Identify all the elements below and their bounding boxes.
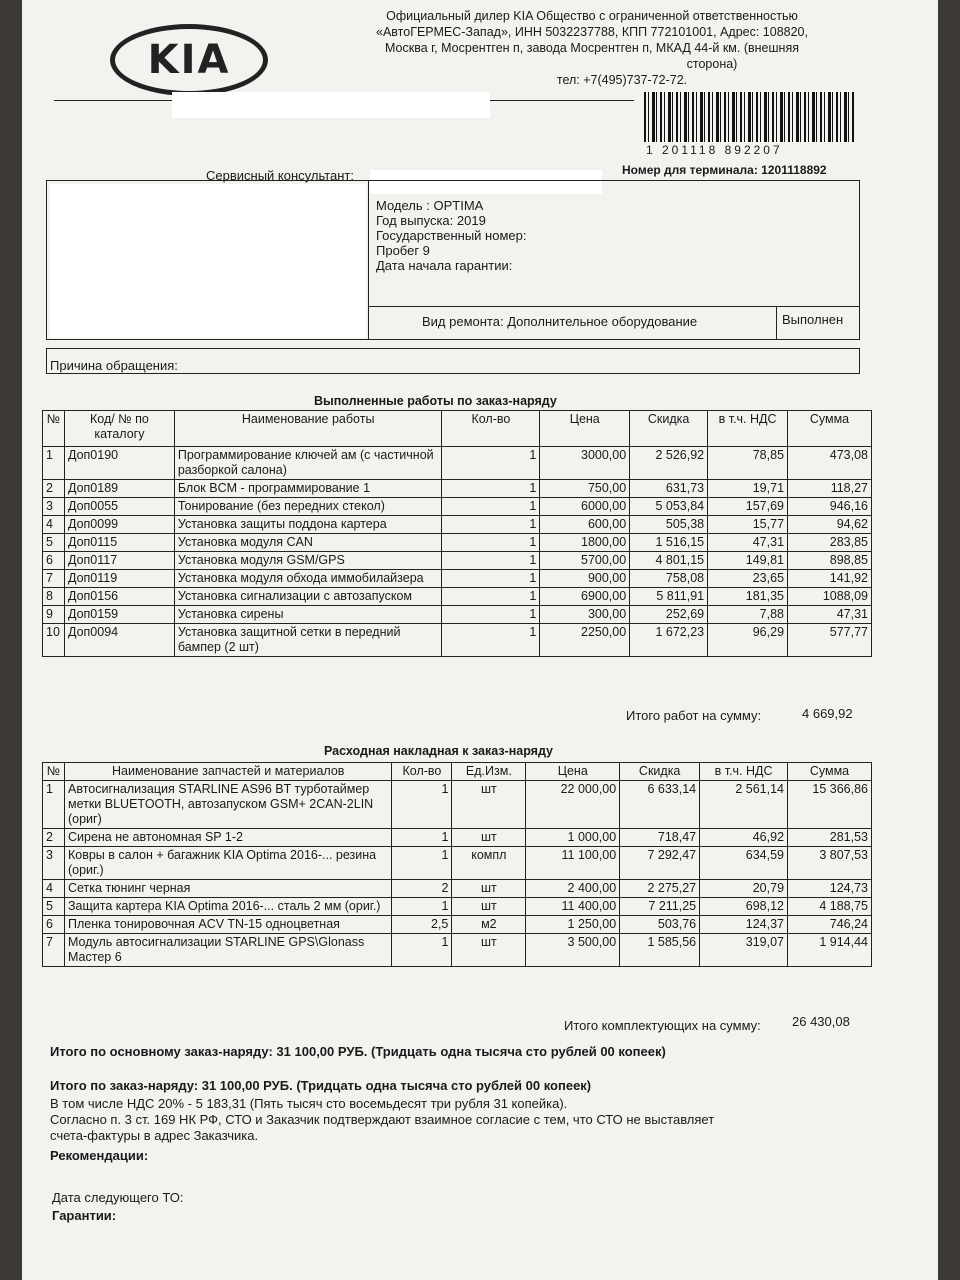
table-row bbox=[43, 570, 872, 588]
cell-unit: шт bbox=[452, 781, 526, 829]
parts-total: 26 430,08 bbox=[792, 1014, 850, 1029]
cell-price: 11 400,00 bbox=[526, 898, 620, 916]
column-header: Сумма bbox=[788, 763, 872, 781]
cell-discount: 758,08 bbox=[630, 570, 708, 588]
repair-type: Вид ремонта: Дополнительное оборудование bbox=[422, 314, 698, 329]
next-service-label: Дата следующего ТО: bbox=[52, 1190, 184, 1205]
table-row bbox=[43, 934, 872, 967]
column-header: Наименование работы bbox=[174, 411, 442, 447]
cell-price: 2 400,00 bbox=[526, 880, 620, 898]
vehicle-model: Модель : OPTIMA bbox=[376, 198, 484, 213]
cell-name: Установка модуля GSM/GPS bbox=[174, 552, 442, 570]
cell-code: Доп0099 bbox=[64, 516, 174, 534]
terminal-value: 1201118892 bbox=[761, 163, 827, 177]
cell-price: 2250,00 bbox=[540, 624, 630, 657]
cell-qty: 1 bbox=[442, 552, 540, 570]
cell-sum: 281,53 bbox=[788, 829, 872, 847]
cell-price: 6000,00 bbox=[540, 498, 630, 516]
cell-price: 600,00 bbox=[540, 516, 630, 534]
cell-sum: 124,73 bbox=[788, 880, 872, 898]
column-header: в т.ч. НДС bbox=[708, 411, 788, 447]
table-row bbox=[43, 588, 872, 606]
dealer-line: «АвтоГЕРМЕС-Запад», ИНН 5032237788, КПП 772101001, Адрес: 108820, bbox=[376, 25, 808, 39]
main-order-total: Итого по основному заказ-наряду: 31 100,00 РУБ. (Тридцать одна тысяча сто рублей 00 копеек) bbox=[50, 1044, 666, 1059]
cell-name: Установка модуля обхода иммобилайзера bbox=[174, 570, 442, 588]
table-row bbox=[43, 781, 872, 829]
cell-sum: 898,85 bbox=[788, 552, 872, 570]
cell-name: Сетка тюнинг черная bbox=[64, 880, 391, 898]
cell-unit: м2 bbox=[452, 916, 526, 934]
cell-vat: 319,07 bbox=[700, 934, 788, 967]
cell-vat: 181,35 bbox=[708, 588, 788, 606]
cell-code: Доп0156 bbox=[64, 588, 174, 606]
cell-code: Доп0115 bbox=[64, 534, 174, 552]
parts-total-label: Итого комплектующих на сумму: bbox=[564, 1018, 761, 1033]
vehicle-box-divider bbox=[776, 306, 777, 340]
vehicle-box-divider bbox=[368, 306, 860, 307]
cell-qty: 1 bbox=[392, 829, 452, 847]
cell-qty: 1 bbox=[442, 534, 540, 552]
table-row bbox=[43, 829, 872, 847]
cell-qty: 1 bbox=[442, 588, 540, 606]
cell-sum: 473,08 bbox=[788, 447, 872, 480]
column-header: № bbox=[43, 763, 65, 781]
cell-sum: 4 188,75 bbox=[788, 898, 872, 916]
cell-name: Установка сирены bbox=[174, 606, 442, 624]
cell-name: Тонирование (без передних стекол) bbox=[174, 498, 442, 516]
cell-index: 3 bbox=[43, 498, 65, 516]
cell-index: 5 bbox=[43, 898, 65, 916]
cell-price: 900,00 bbox=[540, 570, 630, 588]
cell-sum: 283,85 bbox=[788, 534, 872, 552]
cell-unit: шт bbox=[452, 898, 526, 916]
table-row bbox=[43, 498, 872, 516]
cell-discount: 252,69 bbox=[630, 606, 708, 624]
cell-price: 6900,00 bbox=[540, 588, 630, 606]
table-row bbox=[43, 447, 872, 480]
column-header: Цена bbox=[540, 411, 630, 447]
cell-vat: 23,65 bbox=[708, 570, 788, 588]
cell-index: 2 bbox=[43, 480, 65, 498]
cell-index: 5 bbox=[43, 534, 65, 552]
table-row bbox=[43, 480, 872, 498]
cell-sum: 15 366,86 bbox=[788, 781, 872, 829]
cell-price: 1 250,00 bbox=[526, 916, 620, 934]
cell-vat: 157,69 bbox=[708, 498, 788, 516]
document-page bbox=[22, 0, 938, 1280]
cell-name: Модуль автосигнализации STARLINE GPS\Glonass Мастер 6 bbox=[64, 934, 391, 967]
cell-unit: шт bbox=[452, 934, 526, 967]
table-header-row bbox=[43, 411, 872, 447]
column-header: Кол-во bbox=[442, 411, 540, 447]
kia-logo bbox=[110, 24, 268, 96]
table-row bbox=[43, 624, 872, 657]
cell-qty: 1 bbox=[442, 498, 540, 516]
cell-vat: 124,37 bbox=[700, 916, 788, 934]
cell-code: Доп0055 bbox=[64, 498, 174, 516]
cell-discount: 5 053,84 bbox=[630, 498, 708, 516]
cell-vat: 47,31 bbox=[708, 534, 788, 552]
warranty-start: Дата начала гарантии: bbox=[376, 258, 513, 273]
cell-name: Установка защиты поддона картера bbox=[174, 516, 442, 534]
cell-vat: 20,79 bbox=[700, 880, 788, 898]
dealer-line: Москва г, Мосрентген п, завода Мосрентген п, МКАД 44-й км. (внешняя bbox=[385, 41, 799, 55]
cell-qty: 1 bbox=[442, 447, 540, 480]
table-row bbox=[43, 880, 872, 898]
column-header: Скидка bbox=[620, 763, 700, 781]
column-header: в т.ч. НДС bbox=[700, 763, 788, 781]
column-header: Ед.Изм. bbox=[452, 763, 526, 781]
column-header: Сумма bbox=[788, 411, 872, 447]
cell-code: Доп0189 bbox=[64, 480, 174, 498]
table-row bbox=[43, 898, 872, 916]
cell-discount: 7 211,25 bbox=[620, 898, 700, 916]
dealer-line: Официальный дилер KIA Общество с ограниченной ответственностью bbox=[386, 9, 798, 23]
redaction-block bbox=[172, 92, 490, 118]
terminal-number bbox=[622, 162, 827, 178]
cell-index: 1 bbox=[43, 447, 65, 480]
cell-unit: компл bbox=[452, 847, 526, 880]
works-total: 4 669,92 bbox=[802, 706, 853, 721]
works-title: Выполненные работы по заказ-наряду bbox=[314, 394, 557, 408]
cell-index: 4 bbox=[43, 880, 65, 898]
cell-index: 6 bbox=[43, 552, 65, 570]
cell-discount: 1 672,23 bbox=[630, 624, 708, 657]
cell-sum: 577,77 bbox=[788, 624, 872, 657]
cell-price: 3 500,00 bbox=[526, 934, 620, 967]
cell-price: 1 000,00 bbox=[526, 829, 620, 847]
cell-index: 1 bbox=[43, 781, 65, 829]
agreement-text: счета-фактуры в адрес Заказчика. bbox=[50, 1128, 259, 1143]
cell-sum: 746,24 bbox=[788, 916, 872, 934]
cell-sum: 946,16 bbox=[788, 498, 872, 516]
column-header: Наименование запчастей и материалов bbox=[64, 763, 391, 781]
barcode bbox=[644, 92, 856, 142]
cell-price: 11 100,00 bbox=[526, 847, 620, 880]
cell-code: Доп0190 bbox=[64, 447, 174, 480]
cell-name: Установка сигнализации с автозапуском bbox=[174, 588, 442, 606]
cell-qty: 1 bbox=[392, 934, 452, 967]
table-row bbox=[43, 847, 872, 880]
cell-discount: 6 633,14 bbox=[620, 781, 700, 829]
column-header: Код/ № по каталогу bbox=[64, 411, 174, 447]
parts-table bbox=[42, 762, 872, 967]
cell-discount: 718,47 bbox=[620, 829, 700, 847]
recommendations-label: Рекомендации: bbox=[50, 1148, 149, 1163]
cell-name: Пленка тонировочная ACV TN-15 одноцветная bbox=[64, 916, 391, 934]
table-row bbox=[43, 552, 872, 570]
cell-sum: 1 914,44 bbox=[788, 934, 872, 967]
cell-vat: 15,77 bbox=[708, 516, 788, 534]
cell-code: Доп0159 bbox=[64, 606, 174, 624]
cell-unit: шт bbox=[452, 880, 526, 898]
cell-sum: 141,92 bbox=[788, 570, 872, 588]
cell-vat: 19,71 bbox=[708, 480, 788, 498]
cell-qty: 1 bbox=[442, 606, 540, 624]
cell-sum: 1088,09 bbox=[788, 588, 872, 606]
cell-index: 7 bbox=[43, 934, 65, 967]
cell-name: Ковры в салон + багажник KIA Optima 2016-... резина (ориг.) bbox=[64, 847, 391, 880]
cell-discount: 2 275,27 bbox=[620, 880, 700, 898]
works-table bbox=[42, 410, 872, 657]
table-row bbox=[43, 534, 872, 552]
cell-sum: 94,62 bbox=[788, 516, 872, 534]
warranty-label: Гарантии: bbox=[52, 1208, 117, 1223]
vehicle-plate: Государственный номер: bbox=[376, 228, 527, 243]
cell-qty: 2 bbox=[392, 880, 452, 898]
cell-index: 4 bbox=[43, 516, 65, 534]
cell-sum: 3 807,53 bbox=[788, 847, 872, 880]
cell-qty: 1 bbox=[442, 624, 540, 657]
cell-discount: 631,73 bbox=[630, 480, 708, 498]
column-header: Кол-во bbox=[392, 763, 452, 781]
cell-sum: 47,31 bbox=[788, 606, 872, 624]
cell-price: 5700,00 bbox=[540, 552, 630, 570]
dealer-info bbox=[322, 8, 862, 88]
cell-vat: 46,92 bbox=[700, 829, 788, 847]
cell-name: Установка защитной сетки в передний бампер (2 шт) bbox=[174, 624, 442, 657]
redaction-block bbox=[50, 184, 366, 338]
cell-index: 8 bbox=[43, 588, 65, 606]
cell-qty: 1 bbox=[392, 781, 452, 829]
cell-qty: 1 bbox=[442, 516, 540, 534]
cell-code: Доп0094 bbox=[64, 624, 174, 657]
consultant-label: Сервисный консультант: bbox=[206, 168, 354, 183]
cell-qty: 1 bbox=[442, 480, 540, 498]
cell-price: 300,00 bbox=[540, 606, 630, 624]
cell-index: 10 bbox=[43, 624, 65, 657]
cell-index: 2 bbox=[43, 829, 65, 847]
cell-qty: 1 bbox=[392, 898, 452, 916]
cell-code: Доп0117 bbox=[64, 552, 174, 570]
barcode-digits: 1 201118 892207 bbox=[646, 143, 783, 157]
cell-discount: 1 585,56 bbox=[620, 934, 700, 967]
dealer-line: тел: +7(495)737-72-72. bbox=[556, 73, 688, 87]
cell-qty: 2,5 bbox=[392, 916, 452, 934]
parts-title: Расходная накладная к заказ-наряду bbox=[324, 744, 554, 758]
cell-index: 9 bbox=[43, 606, 65, 624]
cell-unit: шт bbox=[452, 829, 526, 847]
column-header: Скидка bbox=[630, 411, 708, 447]
cell-discount: 503,76 bbox=[620, 916, 700, 934]
cell-price: 1800,00 bbox=[540, 534, 630, 552]
cell-price: 22 000,00 bbox=[526, 781, 620, 829]
cell-discount: 7 292,47 bbox=[620, 847, 700, 880]
cell-discount: 2 526,92 bbox=[630, 447, 708, 480]
cell-name: Программирование ключей ам (с частичной разборкой салона) bbox=[174, 447, 442, 480]
cell-vat: 96,29 bbox=[708, 624, 788, 657]
table-header-row bbox=[43, 763, 872, 781]
terminal-label: Номер для терминала: bbox=[622, 163, 758, 177]
cell-vat: 2 561,14 bbox=[700, 781, 788, 829]
vat-line: В том числе НДС 20% - 5 183,31 (Пять тысяч сто восемьдесят три рубля 31 копейка). bbox=[50, 1096, 568, 1111]
table-row bbox=[43, 916, 872, 934]
cell-name: Блок BCM - программирование 1 bbox=[174, 480, 442, 498]
cell-vat: 7,88 bbox=[708, 606, 788, 624]
cell-price: 750,00 bbox=[540, 480, 630, 498]
cell-name: Установка модуля CAN bbox=[174, 534, 442, 552]
cell-vat: 634,59 bbox=[700, 847, 788, 880]
cell-qty: 1 bbox=[392, 847, 452, 880]
logo-text: KIA bbox=[147, 37, 231, 83]
table-row bbox=[43, 606, 872, 624]
table-row bbox=[43, 516, 872, 534]
cell-name: Автосигнализация STARLINE AS96 BT турботаймер метки BLUETOOTH, автозапуском GSM+ 2CAN-2LIN (ориг) bbox=[64, 781, 391, 829]
cell-discount: 4 801,15 bbox=[630, 552, 708, 570]
reason-label: Причина обращения: bbox=[50, 358, 178, 373]
cell-vat: 149,81 bbox=[708, 552, 788, 570]
cell-discount: 505,38 bbox=[630, 516, 708, 534]
order-total: Итого по заказ-наряду: 31 100,00 РУБ. (Тридцать одна тысяча сто рублей 00 копеек) bbox=[50, 1078, 592, 1093]
vehicle-box-divider bbox=[368, 180, 369, 340]
column-header: Цена bbox=[526, 763, 620, 781]
cell-discount: 5 811,91 bbox=[630, 588, 708, 606]
vehicle-mileage: Пробег 9 bbox=[376, 243, 430, 258]
cell-code: Доп0119 bbox=[64, 570, 174, 588]
cell-index: 7 bbox=[43, 570, 65, 588]
cell-name: Защита картера KIA Optima 2016-... сталь 2 мм (ориг.) bbox=[64, 898, 391, 916]
column-header: № bbox=[43, 411, 65, 447]
cell-name: Сирена не автономная SP 1-2 bbox=[64, 829, 391, 847]
cell-index: 3 bbox=[43, 847, 65, 880]
cell-qty: 1 bbox=[442, 570, 540, 588]
agreement-text: Согласно п. 3 ст. 169 НК РФ, СТО и Заказчик подтверждают взаимное согласие с тем, что СТО не выставляет bbox=[50, 1112, 715, 1127]
works-total-label: Итого работ на сумму: bbox=[626, 708, 762, 723]
cell-vat: 698,12 bbox=[700, 898, 788, 916]
cell-index: 6 bbox=[43, 916, 65, 934]
repair-status: Выполнен bbox=[782, 312, 844, 327]
cell-discount: 1 516,15 bbox=[630, 534, 708, 552]
cell-price: 3000,00 bbox=[540, 447, 630, 480]
vehicle-year: Год выпуска: 2019 bbox=[376, 213, 486, 228]
cell-vat: 78,85 bbox=[708, 447, 788, 480]
dealer-line: сторона) bbox=[686, 57, 738, 71]
cell-sum: 118,27 bbox=[788, 480, 872, 498]
